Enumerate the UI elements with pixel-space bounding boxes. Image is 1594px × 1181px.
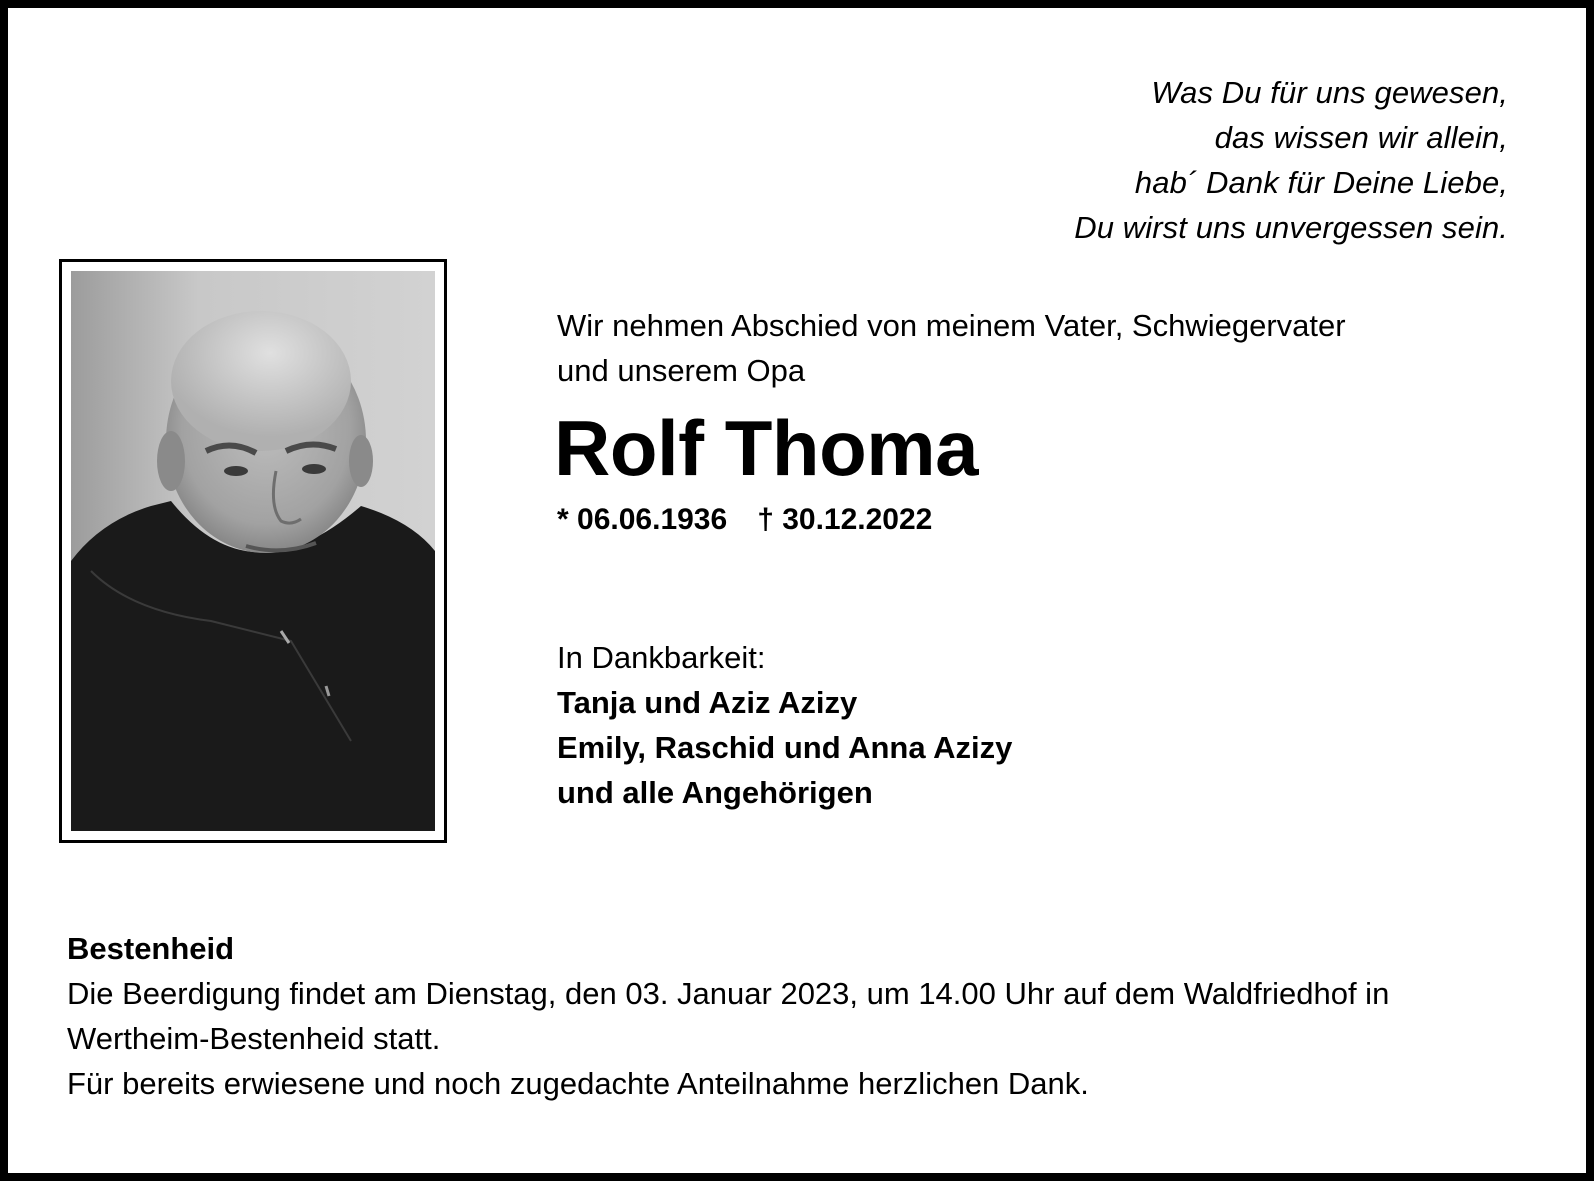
intro-line: und unserem Opa xyxy=(557,353,806,388)
farewell-intro xyxy=(557,303,1346,393)
deceased-name: Rolf Thoma xyxy=(554,404,978,492)
funeral-line: Die Beerdigung findet am Dienstag, den 03. Januar 2023, um 14.00 Uhr auf dem Waldfriedhof in xyxy=(67,976,1390,1011)
poem-line: das wissen wir allein, xyxy=(1214,120,1508,155)
portrait-photo xyxy=(71,271,435,831)
intro-line: Wir nehmen Abschied von meinem Vater, Schwiegervater xyxy=(557,308,1346,343)
poem-line: Was Du für uns gewesen, xyxy=(1151,75,1508,110)
funeral-line: Wertheim-Bestenheid statt. xyxy=(67,1021,441,1056)
birth-date: 06.06.1936 xyxy=(577,503,728,536)
mourners-label: In Dankbarkeit: xyxy=(557,640,766,675)
mourner-line: und alle Angehörigen xyxy=(557,775,873,810)
memorial-poem xyxy=(1074,70,1508,250)
funeral-info xyxy=(67,926,1537,1106)
death-date: 30.12.2022 xyxy=(782,503,933,536)
death-notice xyxy=(8,8,1586,1173)
life-dates xyxy=(557,500,932,540)
birth-star-icon: * xyxy=(557,503,569,536)
poem-line: Du wirst uns unvergessen sein. xyxy=(1074,210,1508,245)
mourner-line: Emily, Raschid und Anna Azizy xyxy=(557,730,1013,765)
photo-frame xyxy=(59,259,447,843)
portrait-illustration xyxy=(71,271,435,831)
funeral-place: Bestenheid xyxy=(67,931,235,966)
mourner-line: Tanja und Aziz Azizy xyxy=(557,685,858,720)
funeral-line: Für bereits erwiesene und noch zugedachte Anteilnahme herzlichen Dank. xyxy=(67,1066,1089,1101)
poem-line: hab´ Dank für Deine Liebe, xyxy=(1134,165,1508,200)
death-cross-icon: † xyxy=(757,503,774,536)
mourners-block xyxy=(557,635,1012,815)
